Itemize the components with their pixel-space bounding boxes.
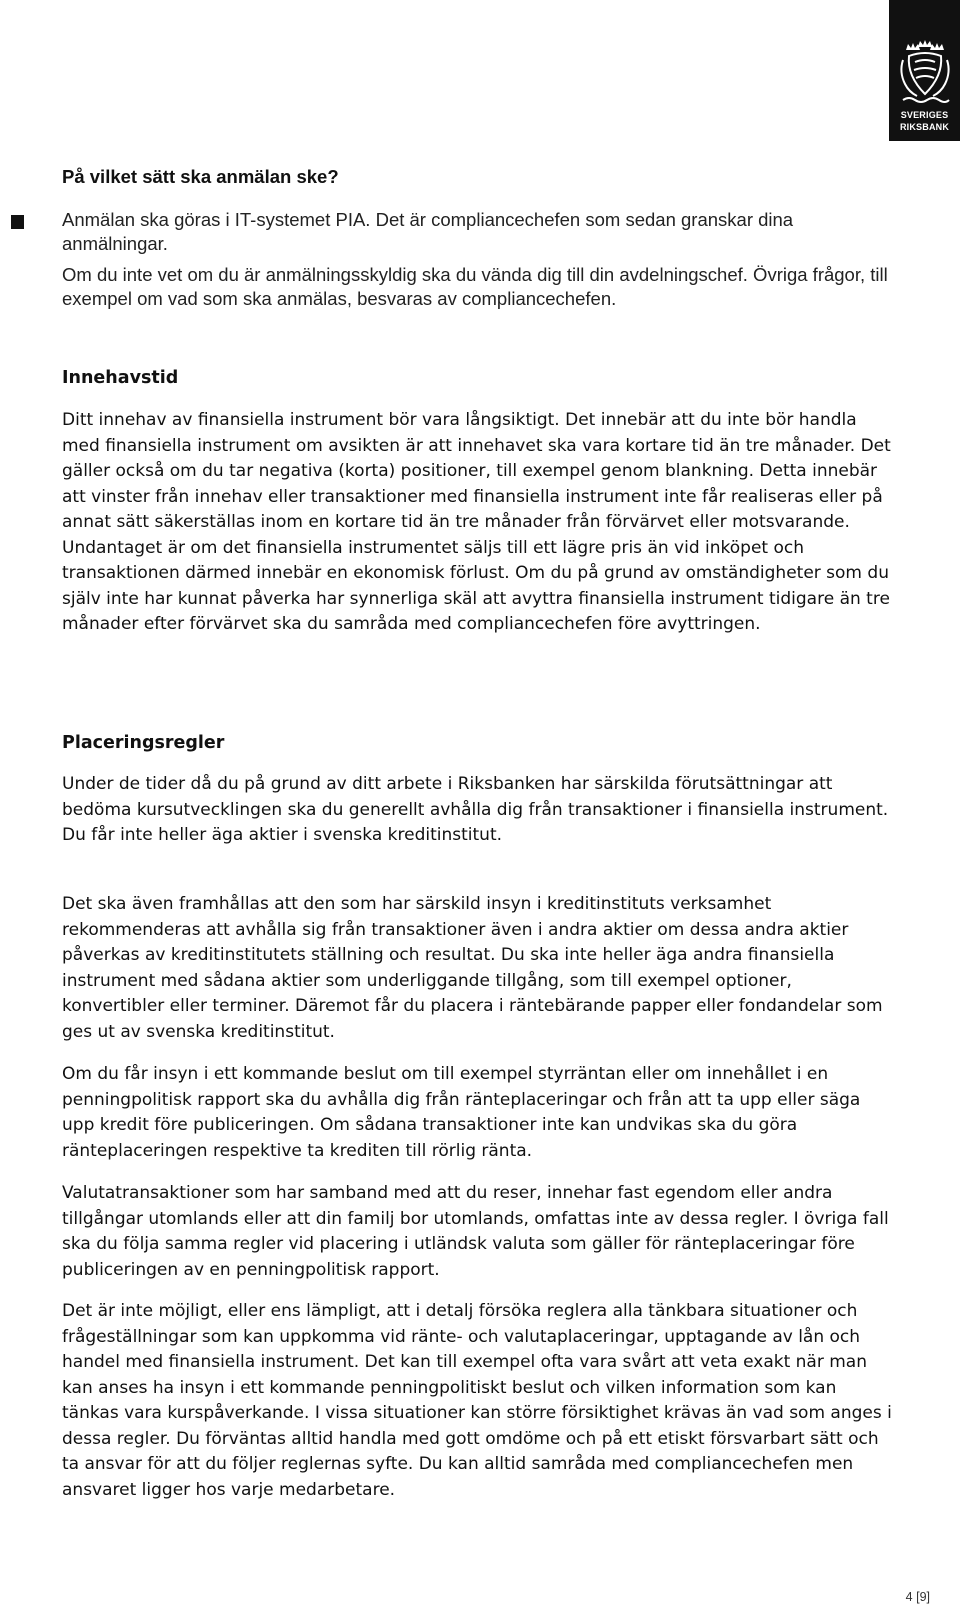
margin-marker: [11, 215, 24, 229]
heading-holding-period: Innehavstid: [62, 368, 179, 388]
logo-line-sveriges: SVERIGES: [900, 110, 949, 120]
heading-investment-rules: Placeringsregler: [62, 733, 225, 753]
paragraph-pia-system: Anmälan ska göras i IT-systemet PIA. Det är compliancechefen som sedan granskar dina anmälningar.: [62, 209, 794, 254]
paragraph-holding-period: Ditt innehav av finansiella instrument bör vara långsiktigt. Det innebär att du inte bör handla med finansiella instrument om avsikten är att innehavet ska vara kortare tid än tre månader. Det gäller också om du tar negativa (korta) positioner, till exempel genom blankning. Detta innebär att vinster från innehav eller transaktioner med finansiella instrument inte får realiseras eller på annat sätt säkerställas inom en kortare tid än tre månader från förvärvet eller motsvarande. Undantaget är om det finansiella instrumentet säljs till ett lägre pris än vid inköpet och transaktionen därmed innebär en ekonomisk förlust. Om du på grund av omständigheter som du själv inte har kunnat påverka har synnerliga skäl att avyttra finansiella instrument tidigare än tre månader efter förvärvet ska du samråda med compliancechefen före avyttringen.: [62, 410, 891, 634]
paragraph-questions: Om du inte vet om du är anmälningsskyldig ska du vända dig till din avdelningschef. Övriga frågor, till exempel om vad som ska anmälas, besvaras av compliancechefen.: [62, 264, 888, 309]
paragraph-rules-3: Om du får insyn i ett kommande beslut om till exempel styrräntan eller om innehållet i en penningpolitisk rapport ska du avhålla dig från ränteplaceringar och från att ta upp eller säga upp kredit före publiceringen. Om sådana transaktioner inte kan undvikas ska du göra ränteplaceringen respektive ta krediten till rörlig ränta.: [62, 1064, 861, 1161]
paragraph-rules-5: Det är inte möjligt, eller ens lämpligt, att i detalj försöka reglera alla tänkbara situationer och frågeställningar som kan uppkomma vid ränte- och valutaplaceringar, upptagande av lån och handel med finansiella instrument. Det kan till exempel ofta vara svårt att veta exakt när man kan anses ha insyn i ett kommande penningpolitiskt beslut och vilken information som kan tänkas vara kurspåverkande. I vissa situationer kan större försiktighet krävas än vad som anges i dessa regler. Du förväntas alltid handla med gott omdöme och på ett etiskt försvarbart sätt och ta ansvar för att du följer reglernas syfte. Du kan alltid samråda med compliancechefen men ansvaret ligger hos varje medarbetare.: [62, 1301, 892, 1500]
page-number: 4 [9]: [905, 1590, 930, 1604]
paragraph-rules-4: Valutatransaktioner som har samband med att du reser, innehar fast egendom eller andra tillgångar utomlands eller att din familj bor utomlands, omfattas inte av dessa regler. I övriga fall ska du följa samma regler vid placering i utländsk valuta som gäller för ränteplaceringar före publiceringen av en penningpolitisk rapport.: [62, 1183, 889, 1280]
paragraph-rules-1: Under de tider då du på grund av ditt arbete i Riksbanken har särskilda förutsättningar att bedöma kursutvecklingen ska du generellt avhålla dig från transaktioner i finansiella instrument. Du får inte heller äga aktier i svenska kreditinstitut.: [62, 774, 889, 845]
logo-line-riksbank: RIKSBANK: [899, 122, 950, 132]
riksbank-logo: [889, 0, 960, 141]
heading-how-to-report: På vilket sätt ska anmälan ske?: [62, 166, 339, 187]
paragraph-rules-2: Det ska även framhållas att den som har särskild insyn i kreditinstituts verksamhet rekommenderas att avhålla sig från transaktioner även i andra aktier om dessa andra aktier påverkas av kreditinstitutets ställning och resultat. Du ska inte heller äga andra finansiella instrument med sådana aktier som underliggande tillgång, som till exempel optioner, konvertibler eller terminer. Däremot får du placera i räntebärande papper eller fondandelar som ges ut av svenska kreditinstitut.: [62, 894, 883, 1042]
